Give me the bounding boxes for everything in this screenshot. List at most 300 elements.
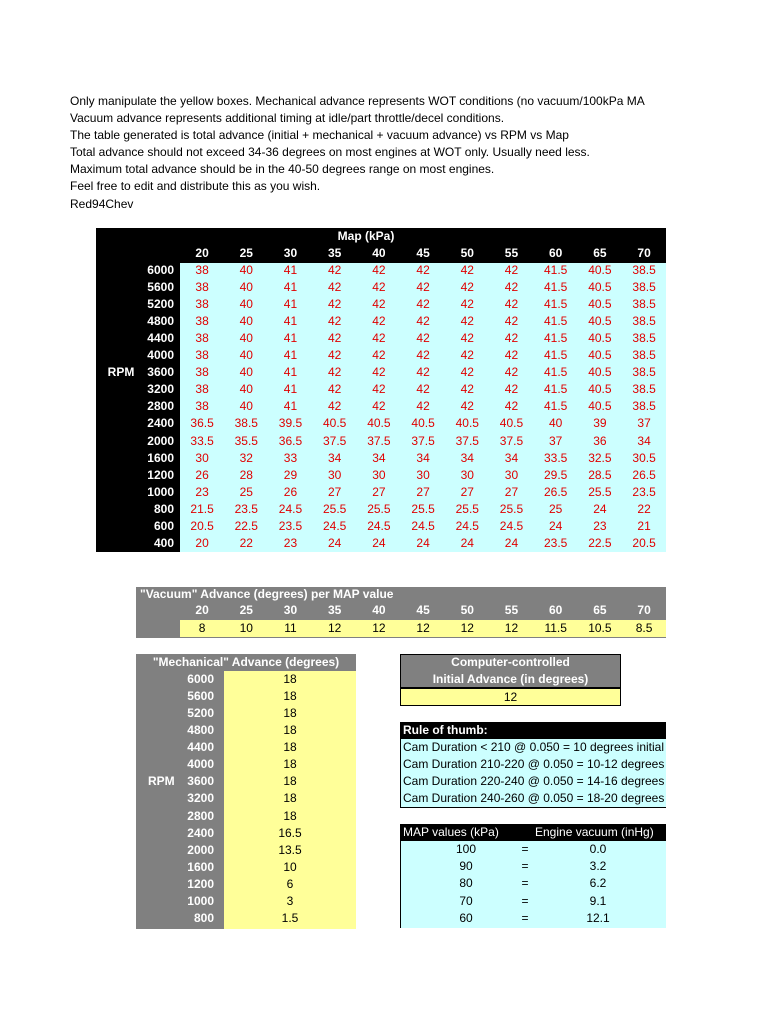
rule-of-thumb-line: Cam Duration 240-260 @ 0.050 = 18-20 degrees [403, 791, 665, 805]
initial-advance-title-line1: Computer-controlled [451, 655, 570, 669]
total-advance-cell: 36.5 [278, 433, 303, 448]
map-column-header: 40 [372, 246, 386, 260]
rpm-row-header: 5200 [147, 297, 174, 312]
total-advance-cell: 42 [460, 314, 474, 329]
total-advance-cell: 38.5 [632, 348, 656, 363]
total-advance-cell: 33 [283, 450, 298, 465]
total-advance-cell: 30 [460, 467, 474, 482]
total-advance-cell: 38 [195, 348, 209, 363]
map-axis-label: Map (kPa) [337, 229, 395, 243]
rpm-row-header: 3200 [147, 382, 174, 397]
total-advance-cell: 42 [328, 331, 342, 346]
map-kpa-value: 60 [459, 910, 473, 925]
total-advance-cell: 40 [239, 297, 253, 312]
mechanical-advance-value[interactable]: 3 [286, 893, 294, 908]
total-advance-cell: 38.5 [632, 331, 656, 346]
map-values-header: MAP values (kPa) [403, 825, 499, 839]
rpm-row-header: 400 [153, 535, 174, 550]
vacuum-map-header: 40 [372, 603, 386, 617]
total-advance-cell: 35.5 [234, 433, 258, 448]
total-advance-cell: 40 [239, 314, 253, 329]
total-advance-cell: 38.5 [632, 365, 656, 380]
equals-sign: = [521, 859, 529, 874]
mechanical-rpm-value: 4800 [187, 723, 214, 738]
note-line: The table generated is total advance (initial + mechanical + vacuum advance) vs RPM vs Map [70, 128, 569, 143]
engine-vacuum-value: 9.1 [589, 893, 607, 908]
total-advance-cell: 24.5 [278, 501, 303, 516]
total-advance-cell: 24 [372, 535, 386, 550]
total-advance-cell: 33.5 [190, 433, 214, 448]
rpm-row-header: 4800 [147, 314, 174, 329]
vacuum-advance-value[interactable]: 12 [460, 621, 474, 635]
total-advance-cell: 42 [504, 297, 519, 312]
total-advance-cell: 42 [372, 280, 386, 295]
total-advance-cell: 40.5 [455, 416, 479, 431]
map-column-header: 65 [593, 246, 607, 260]
total-advance-cell: 41 [283, 348, 298, 363]
total-advance-cell: 24 [593, 501, 607, 516]
total-advance-cell: 42 [460, 331, 474, 346]
total-advance-cell: 38 [195, 399, 209, 414]
total-advance-cell: 41.5 [544, 365, 568, 380]
total-advance-cell: 36 [593, 433, 607, 448]
total-advance-cell: 25.5 [323, 501, 347, 516]
total-advance-cell: 26 [195, 467, 209, 482]
total-advance-cell: 41 [283, 382, 298, 397]
vacuum-map-header: 70 [637, 603, 651, 617]
total-advance-cell: 42 [504, 280, 519, 295]
total-advance-cell: 34 [460, 450, 474, 465]
total-advance-cell: 21.5 [190, 501, 214, 516]
total-advance-cell: 42 [372, 314, 386, 329]
total-advance-cell: 34 [637, 433, 651, 448]
mechanical-rpm-value: 800 [193, 910, 214, 925]
mechanical-rpm-value: 5200 [187, 706, 214, 721]
vacuum-advance-value[interactable]: 12 [504, 621, 519, 635]
rpm-row-header: 1200 [147, 467, 174, 482]
vacuum-advance-value[interactable]: 11.5 [544, 621, 567, 635]
total-advance-cell: 33.5 [544, 450, 568, 465]
total-advance-cell: 40.5 [588, 280, 612, 295]
vacuum-map-header: 65 [593, 603, 607, 617]
vacuum-advance-value[interactable]: 12 [416, 621, 430, 635]
total-advance-cell: 40.5 [588, 348, 612, 363]
total-advance-cell: 37.5 [499, 433, 524, 448]
total-advance-cell: 36.5 [190, 416, 214, 431]
total-advance-cell: 42 [416, 348, 430, 363]
rpm-row-header: 6000 [147, 263, 174, 277]
note-line: Total advance should not exceed 34-36 degrees on most engines at WOT only. Usually need less. [70, 145, 590, 160]
total-advance-cell: 41.5 [544, 263, 568, 277]
rule-of-thumb-line: Cam Duration < 210 @ 0.050 = 10 degrees initial [403, 740, 665, 754]
total-advance-cell: 40 [239, 280, 253, 295]
engine-vacuum-value: 12.1 [586, 910, 610, 925]
mechanical-rpm-value: 6000 [187, 672, 214, 686]
total-advance-cell: 30 [328, 467, 342, 482]
rpm-row-header: 2400 [147, 416, 174, 431]
total-advance-cell: 30 [372, 467, 386, 482]
total-advance-cell: 23 [195, 484, 209, 499]
note-line: Feel free to edit and distribute this as you wish. [70, 179, 321, 194]
total-advance-cell: 39 [593, 416, 607, 431]
total-advance-cell: 42 [372, 263, 386, 277]
total-advance-cell: 40.5 [499, 416, 524, 431]
total-advance-cell: 42 [460, 297, 474, 312]
mechanical-rpm-value: 2400 [187, 825, 214, 840]
total-advance-cell: 42 [460, 365, 474, 380]
total-advance-cell: 23 [283, 535, 298, 550]
mechanical-advance-value[interactable]: 18 [283, 808, 297, 823]
total-advance-cell: 23 [593, 518, 607, 533]
map-column-header: 35 [328, 246, 342, 260]
total-advance-cell: 27 [504, 484, 519, 499]
map-column-header: 30 [283, 246, 298, 260]
engine-vacuum-header: Engine vacuum (inHg) [535, 825, 654, 839]
mechanical-rpm-label: RPM [148, 774, 175, 788]
total-advance-cell: 40 [239, 331, 253, 346]
total-advance-cell: 25.5 [499, 501, 524, 516]
mechanical-rpm-value: 2800 [187, 808, 214, 823]
total-advance-cell: 42 [416, 399, 430, 414]
mechanical-rpm-value: 4400 [187, 740, 214, 755]
mechanical-rpm-value: 5600 [187, 689, 214, 704]
total-advance-cell: 38 [195, 382, 209, 397]
equals-sign: = [521, 842, 529, 856]
total-advance-cell: 42 [372, 399, 386, 414]
total-advance-cell: 42 [372, 331, 386, 346]
total-advance-cell: 42 [416, 331, 430, 346]
mechanical-advance-value[interactable]: 18 [283, 774, 297, 789]
rpm-axis-label: RPM [107, 365, 135, 379]
total-advance-cell: 41 [283, 263, 298, 277]
total-advance-cell: 41.5 [544, 331, 568, 346]
total-advance-cell: 30 [504, 467, 519, 482]
total-advance-cell: 41.5 [544, 297, 568, 312]
total-advance-cell: 37 [637, 416, 651, 431]
total-advance-cell: 40.5 [588, 365, 612, 380]
total-advance-cell: 42 [504, 382, 519, 397]
total-advance-cell: 41 [283, 331, 298, 346]
total-advance-cell: 38 [195, 331, 209, 346]
total-advance-cell: 23.5 [234, 501, 258, 516]
total-advance-cell: 23.5 [278, 518, 303, 533]
equals-sign: = [521, 876, 529, 891]
vacuum-advance-value[interactable]: 12 [328, 621, 342, 635]
mechanical-rpm-value: 3200 [187, 791, 214, 806]
mechanical-advance-value[interactable]: 18 [283, 706, 297, 721]
mechanical-advance-value[interactable]: 18 [283, 723, 297, 738]
mechanical-advance-value[interactable]: 18 [283, 672, 297, 686]
mechanical-advance-value[interactable]: 18 [283, 740, 297, 755]
vacuum-map-header: 30 [283, 603, 298, 617]
total-advance-cell: 30.5 [632, 450, 656, 465]
rpm-row-header: 1600 [147, 450, 174, 465]
total-advance-cell: 41.5 [544, 348, 568, 363]
total-advance-cell: 20 [195, 535, 209, 550]
mechanical-advance-value[interactable]: 18 [283, 757, 297, 772]
total-advance-cell: 40 [239, 382, 253, 397]
total-advance-cell: 27 [328, 484, 342, 499]
vacuum-advance-table [136, 587, 666, 638]
total-advance-cell: 37 [549, 433, 563, 448]
rpm-row-header: 4000 [147, 348, 174, 363]
rpm-row-header: 2000 [147, 433, 174, 448]
total-advance-cell: 42 [416, 263, 430, 277]
total-advance-cell: 22 [239, 535, 253, 550]
total-advance-cell: 34 [328, 450, 342, 465]
total-advance-cell: 24 [549, 518, 563, 533]
rpm-row-header: 3600 [147, 365, 174, 380]
total-advance-cell: 27 [416, 484, 430, 499]
equals-sign: = [521, 893, 529, 908]
total-advance-cell: 42 [504, 365, 519, 380]
total-advance-cell: 22 [637, 501, 651, 516]
map-kpa-value: 70 [459, 893, 473, 908]
total-advance-cell: 40.5 [588, 263, 612, 277]
total-advance-cell: 23.5 [632, 484, 656, 499]
mechanical-advance-value[interactable]: 18 [283, 791, 297, 806]
total-advance-cell: 28 [239, 467, 253, 482]
vacuum-map-header: 20 [195, 603, 209, 617]
mechanical-advance-value[interactable]: 10 [283, 859, 297, 874]
instructions-notes [70, 93, 670, 213]
mechanical-table-title: "Mechanical" Advance (degrees) [152, 655, 340, 669]
initial-advance-title-line2: Initial Advance (in degrees) [432, 672, 589, 686]
total-advance-table [96, 228, 666, 552]
total-advance-cell: 41 [283, 399, 298, 414]
rule-of-thumb-line: Cam Duration 210-220 @ 0.050 = 10-12 degrees [403, 757, 665, 771]
total-advance-cell: 38 [195, 314, 209, 329]
total-advance-cell: 27 [460, 484, 474, 499]
rule-of-thumb-box [400, 722, 666, 808]
note-line: Only manipulate the yellow boxes. Mechanical advance represents WOT conditions (no vacuum/100kPa MA [70, 94, 645, 108]
vacuum-map-header: 25 [239, 603, 253, 617]
total-advance-cell: 42 [504, 314, 519, 329]
map-column-header: 50 [460, 246, 474, 260]
vacuum-advance-value[interactable]: 8 [198, 621, 206, 635]
mechanical-advance-value[interactable]: 6 [286, 876, 294, 891]
mechanical-rpm-value: 4000 [187, 757, 214, 772]
total-advance-cell: 41 [283, 314, 298, 329]
vacuum-table-title: "Vacuum" Advance (degrees) per MAP value [140, 587, 394, 601]
total-advance-cell: 30 [416, 467, 430, 482]
total-advance-cell: 40.5 [588, 331, 612, 346]
total-advance-cell: 38.5 [234, 416, 258, 431]
total-advance-cell: 40.5 [367, 416, 391, 431]
total-advance-cell: 42 [328, 280, 342, 295]
total-advance-cell: 42 [328, 399, 342, 414]
rpm-row-header: 1000 [147, 484, 174, 499]
engine-vacuum-value: 3.2 [589, 859, 607, 874]
total-advance-cell: 42 [460, 382, 474, 397]
total-advance-cell: 42 [460, 280, 474, 295]
rule-of-thumb-line: Cam Duration 220-240 @ 0.050 = 14-16 degrees [403, 774, 665, 788]
total-advance-cell: 24.5 [455, 518, 479, 533]
rule-of-thumb-title: Rule of thumb: [403, 723, 488, 737]
map-column-header: 25 [239, 246, 253, 260]
total-advance-cell: 25.5 [367, 501, 391, 516]
vacuum-advance-value[interactable]: 11 [284, 621, 297, 635]
vacuum-advance-value[interactable]: 10.5 [588, 621, 612, 635]
mechanical-rpm-value: 3600 [187, 774, 214, 789]
total-advance-cell: 34 [372, 450, 386, 465]
mechanical-rpm-value: 1200 [187, 876, 214, 891]
total-advance-cell: 21 [637, 518, 651, 533]
total-advance-cell: 40 [239, 263, 253, 277]
vacuum-advance-value[interactable]: 8.5 [635, 621, 653, 635]
total-advance-cell: 42 [328, 365, 342, 380]
initial-advance-value[interactable]: 12 [503, 690, 518, 704]
vacuum-advance-value[interactable]: 10 [239, 621, 253, 635]
total-advance-cell: 27 [372, 484, 386, 499]
total-advance-cell: 40.5 [588, 382, 612, 397]
note-line: Maximum total advance should be in the 40-50 degrees range on most engines. [70, 162, 495, 177]
total-advance-cell: 24.5 [411, 518, 435, 533]
total-advance-cell: 41.5 [544, 382, 568, 397]
total-advance-cell: 42 [416, 365, 430, 380]
map-column-header: 70 [637, 246, 651, 260]
total-advance-cell: 42 [460, 348, 474, 363]
total-advance-cell: 41 [283, 365, 298, 380]
total-advance-cell: 41.5 [544, 314, 568, 329]
total-advance-cell: 40.5 [323, 416, 347, 431]
total-advance-cell: 41.5 [544, 399, 568, 414]
total-advance-cell: 24 [328, 535, 342, 550]
total-advance-cell: 42 [372, 365, 386, 380]
mechanical-rpm-value: 1600 [187, 859, 214, 874]
vacuum-map-header: 35 [328, 603, 342, 617]
total-advance-cell: 24 [416, 535, 430, 550]
total-advance-cell: 38 [195, 365, 209, 380]
total-advance-cell: 24 [460, 535, 474, 550]
total-advance-cell: 42 [416, 297, 430, 312]
total-advance-cell: 25 [239, 484, 253, 499]
mechanical-rpm-value: 1000 [187, 893, 214, 908]
total-advance-cell: 42 [460, 399, 474, 414]
vacuum-advance-value[interactable]: 12 [372, 621, 386, 635]
mechanical-advance-table [136, 654, 356, 929]
total-advance-cell: 41 [283, 297, 298, 312]
total-advance-cell: 42 [372, 297, 386, 312]
mechanical-rpm-value: 2000 [187, 842, 214, 857]
total-advance-cell: 41 [283, 280, 298, 295]
total-advance-cell: 32 [239, 450, 253, 465]
total-advance-cell: 30 [195, 450, 209, 465]
note-line: Red94Chev [70, 196, 134, 211]
total-advance-cell: 24.5 [499, 518, 524, 533]
total-advance-cell: 42 [504, 331, 519, 346]
total-advance-cell: 22.5 [588, 535, 612, 550]
map-kpa-value: 100 [455, 842, 477, 856]
total-advance-cell: 26 [283, 484, 298, 499]
total-advance-cell: 38.5 [632, 382, 656, 397]
rpm-row-header: 800 [153, 501, 174, 516]
total-advance-cell: 40 [239, 348, 253, 363]
total-advance-cell: 32.5 [588, 450, 612, 465]
total-advance-cell: 38 [195, 297, 209, 312]
total-advance-cell: 40.5 [411, 416, 435, 431]
initial-advance-box [400, 654, 621, 706]
total-advance-cell: 24.5 [323, 518, 347, 533]
map-column-header: 55 [504, 246, 519, 260]
total-advance-cell: 22.5 [234, 518, 258, 533]
rule-of-thumb-body [400, 739, 666, 808]
rpm-row-header: 600 [153, 518, 174, 533]
total-advance-cell: 34 [504, 450, 519, 465]
map-vacuum-table [400, 824, 666, 928]
total-advance-cell: 42 [328, 382, 342, 397]
total-advance-cell: 40.5 [588, 314, 612, 329]
total-advance-cell: 37.5 [411, 433, 435, 448]
map-kpa-value: 90 [459, 859, 473, 874]
total-advance-cell: 40.5 [588, 399, 612, 414]
total-advance-cell: 38 [195, 263, 209, 277]
total-advance-cell: 42 [416, 382, 430, 397]
total-advance-cell: 25.5 [411, 501, 435, 516]
total-advance-cell: 42 [504, 348, 519, 363]
initial-advance-input[interactable] [400, 688, 621, 706]
total-advance-cell: 24 [504, 535, 519, 550]
total-advance-cell: 40 [239, 399, 253, 414]
total-advance-cell: 42 [372, 348, 386, 363]
map-column-header: 60 [549, 246, 563, 260]
rpm-row-header: 2800 [147, 399, 174, 414]
engine-vacuum-value: 6.2 [589, 876, 607, 891]
total-advance-cell: 38.5 [632, 280, 656, 295]
total-advance-cell: 25.5 [588, 484, 612, 499]
equals-sign: = [521, 910, 529, 925]
total-advance-cell: 40 [239, 365, 253, 380]
mechanical-advance-value[interactable]: 1.5 [281, 910, 299, 925]
rpm-row-header: 4400 [147, 331, 174, 346]
total-advance-cell: 42 [328, 297, 342, 312]
total-advance-cell: 42 [416, 314, 430, 329]
map-column-header: 45 [416, 246, 430, 260]
total-advance-cell: 23.5 [544, 535, 568, 550]
mechanical-advance-value[interactable]: 13.5 [278, 842, 302, 857]
total-advance-cell: 40 [549, 416, 563, 431]
total-advance-cell: 42 [328, 263, 342, 277]
total-advance-cell: 28.5 [588, 467, 612, 482]
vacuum-map-header: 55 [504, 603, 519, 617]
total-advance-cell: 42 [328, 348, 342, 363]
total-advance-cell: 38.5 [632, 297, 656, 312]
total-advance-cell: 37.5 [455, 433, 479, 448]
total-advance-cell: 42 [460, 263, 474, 277]
vacuum-map-header: 60 [549, 603, 563, 617]
total-advance-cell: 37.5 [367, 433, 391, 448]
mechanical-advance-value[interactable]: 16.5 [278, 825, 302, 840]
map-kpa-value: 80 [459, 876, 473, 891]
total-advance-cell: 39.5 [278, 416, 303, 431]
total-advance-cell: 20.5 [190, 518, 214, 533]
vacuum-map-header: 50 [460, 603, 474, 617]
total-advance-cell: 24.5 [367, 518, 391, 533]
total-advance-cell: 26.5 [632, 467, 656, 482]
total-advance-cell: 26.5 [544, 484, 568, 499]
total-advance-cell: 29.5 [544, 467, 568, 482]
mechanical-advance-value[interactable]: 18 [283, 689, 297, 704]
total-advance-cell: 42 [504, 263, 519, 277]
total-advance-cell: 42 [372, 382, 386, 397]
total-advance-cell: 37.5 [323, 433, 347, 448]
total-advance-cell: 42 [416, 280, 430, 295]
total-advance-cell: 38.5 [632, 263, 656, 277]
note-line: Vacuum advance represents additional timing at idle/part throttle/decel conditions. [70, 111, 505, 126]
total-advance-cell: 20.5 [632, 535, 656, 550]
total-advance-cell: 25 [549, 501, 563, 516]
rpm-row-header: 5600 [147, 280, 174, 295]
